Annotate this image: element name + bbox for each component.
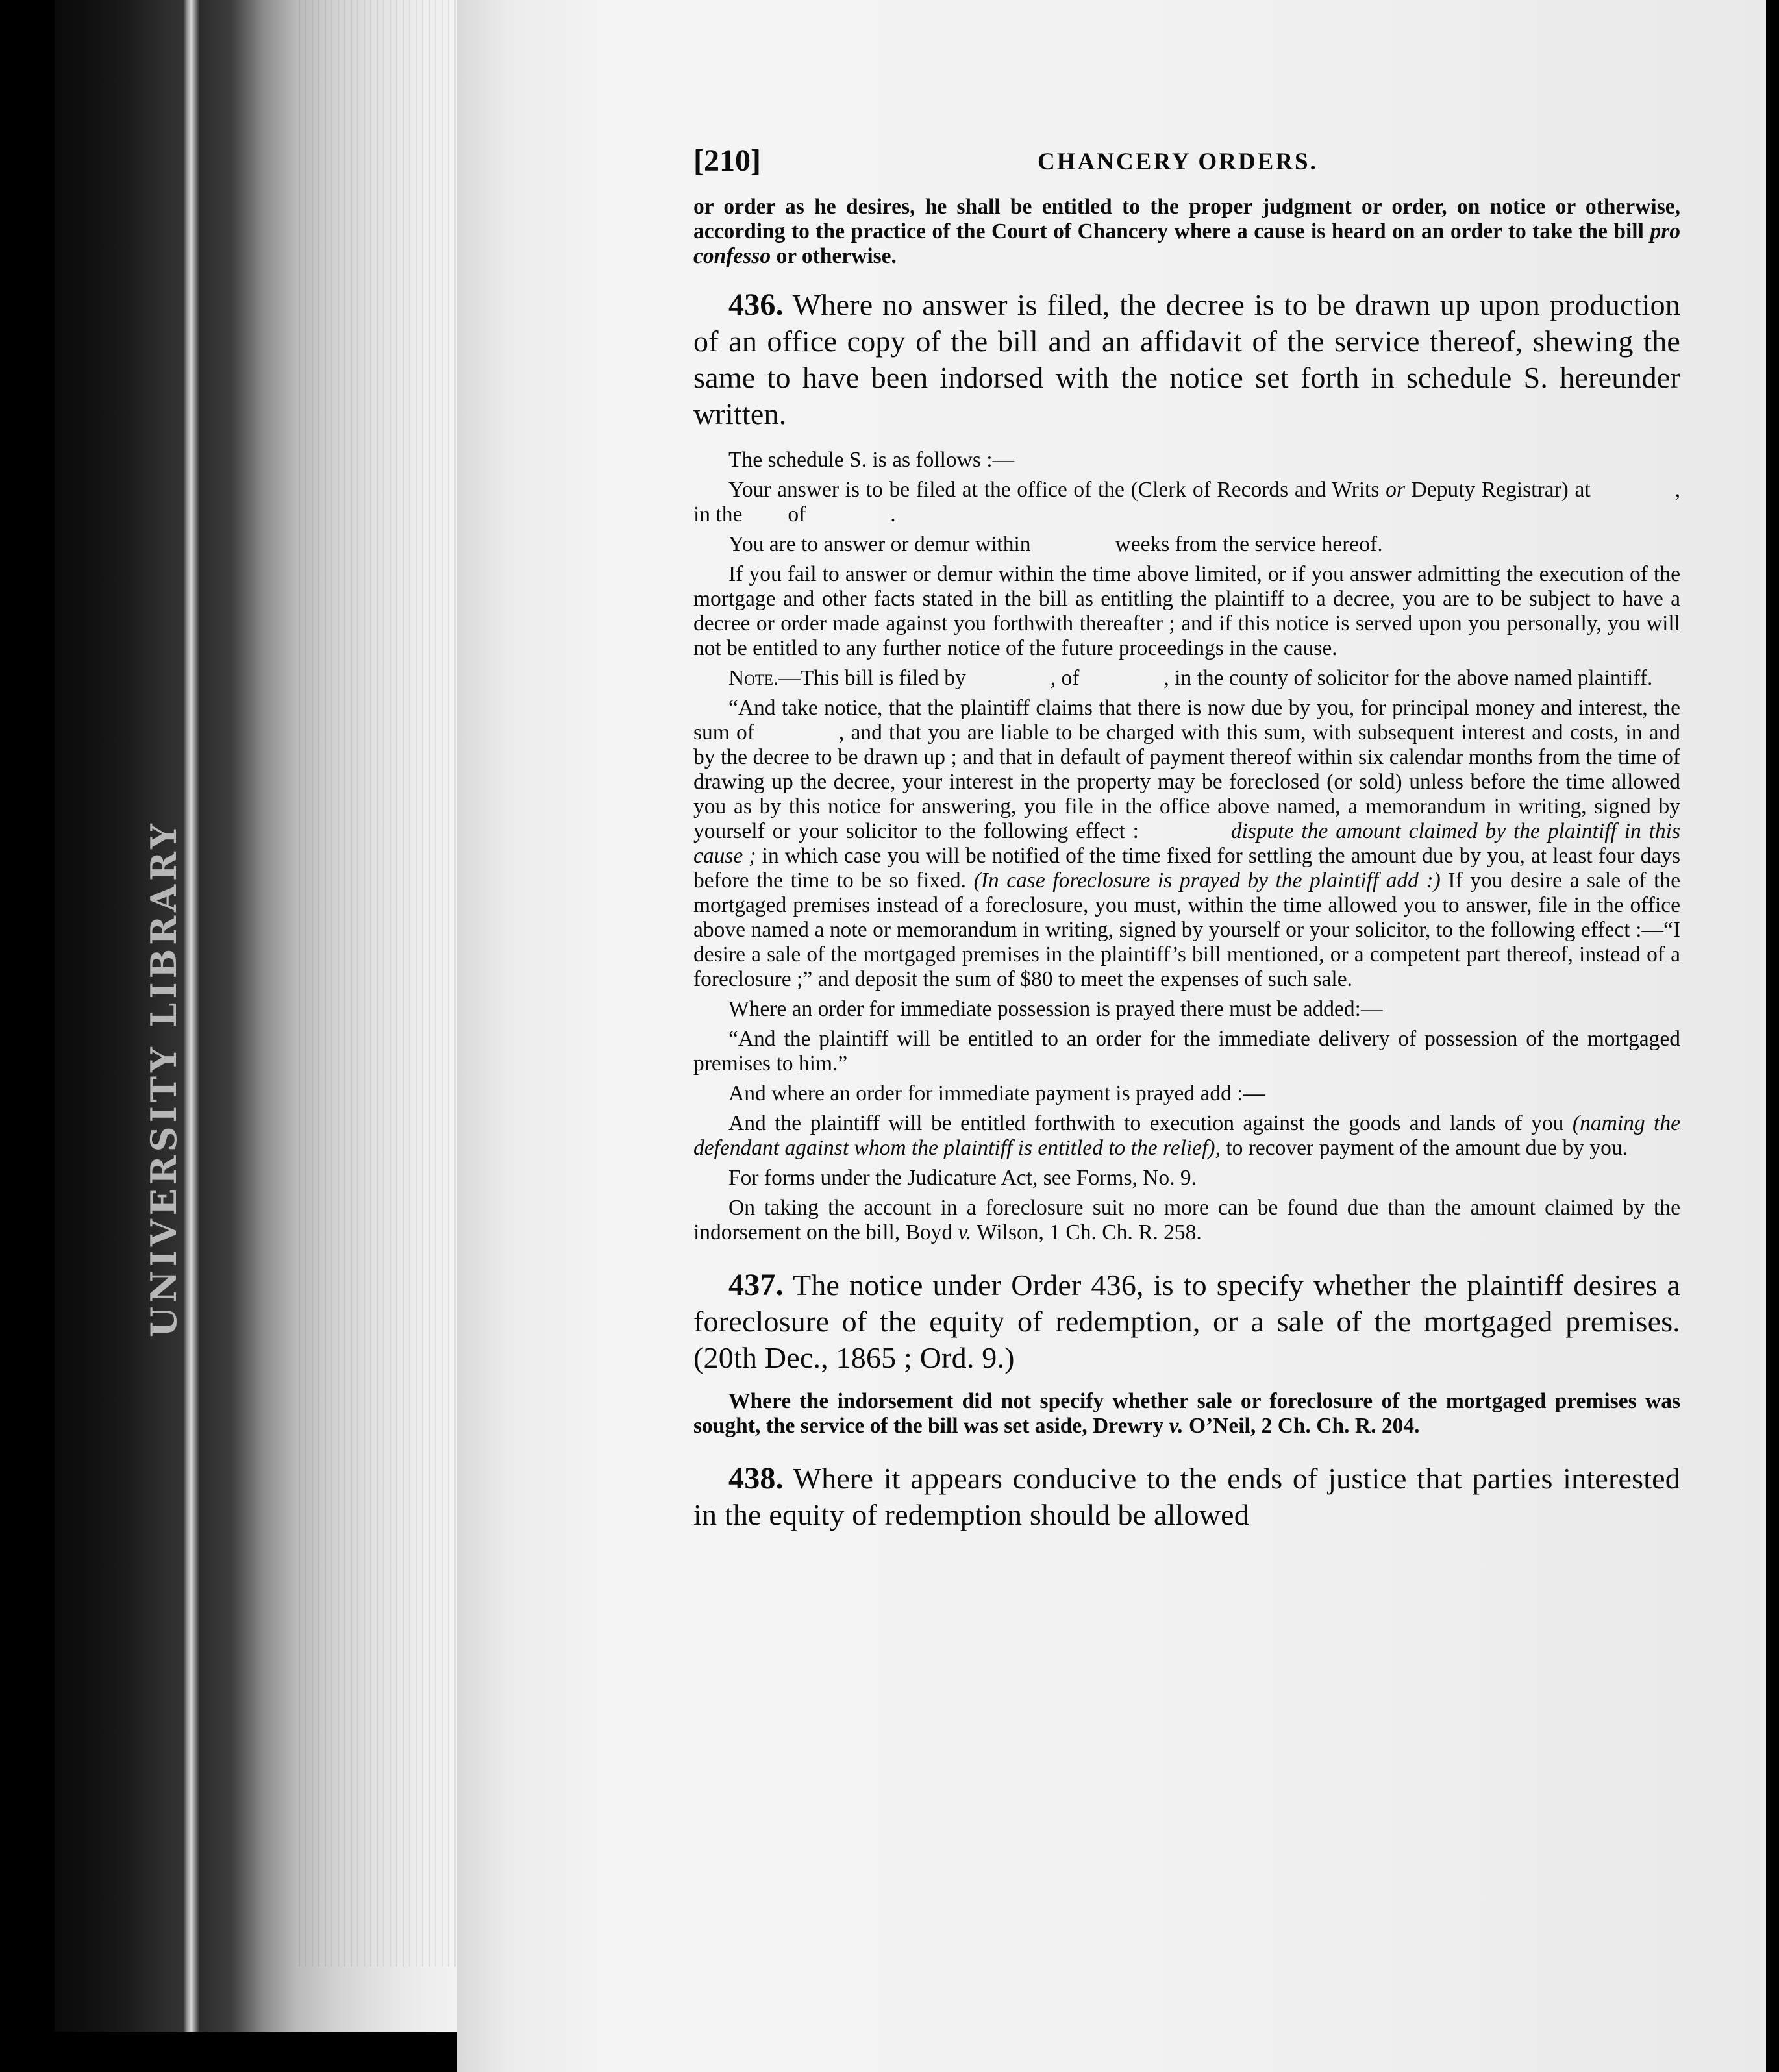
- payment-intro: And where an order for immediate payment is prayed add :—: [728, 1081, 1265, 1105]
- page-number: [210]: [693, 143, 761, 178]
- notice-paragraph: “And take notice, that the plaintiff claims that there is now due by you, for principal money and interest, the sum of , and that you are liable to be charged with this sum, with subsequent interest and costs, in and by the decree to be drawn up ; and that in default of payment thereof within six calendar months from the time of drawing up the decree, your interest in the property may be foreclosed (or sold) unless before the time allowed you as by this notice for answering, you file in the office above named, a memorandum in writing, signed by yourself or your solicitor to the following effect : dispute the amount claimed by the plaintiff in this cause ; in which case you will be notified of the time fixed for settling the amount due by you, at least four days before the time to be so fixed. (In case foreclosure is prayed by the plaintiff add :) If you desire a sale of the mortgaged premises instead of a foreclosure, you must, within the time allowed you to answer, file in the office above named a note or memorandum in writing, signed by yourself or your solicitor, to the following effect :—“I desire a sale of the mortgaged premises in the plaintiff’s bill mentioned, or a competent part thereof, instead of a foreclosure ;” and deposit the sum of $80 to meet the expenses of such sale.: [693, 696, 1681, 991]
- rule-text: The notice under Order 436, is to specify whether the plaintiff desires a foreclosure of the equity of redemption, or a sale of the mortgaged premises. (20th Dec., 1865 ; Ord. 9.): [693, 1268, 1680, 1374]
- page-edge-lines: [299, 0, 457, 1967]
- schedule-s: [693, 448, 1680, 1245]
- schedule-intro: The schedule S. is as follows :—: [728, 448, 1015, 472]
- schedule-paragraph-1: Your answer is to be filed at the office of the (Clerk of Records and Writs or Deputy Registrar) at , in the of .: [693, 478, 1681, 526]
- spine-stamp: UNIVERSITY LIBRARY: [143, 820, 184, 1337]
- rule-437: [693, 1267, 1680, 1376]
- payment-text: And the plaintiff will be entitled forthwith to execution against the goods and lands of you (naming the defendant against whom the plaintiff is entitled to the relief), to recover payment of the amount due by you.: [693, 1111, 1680, 1160]
- rule-438: [693, 1461, 1680, 1533]
- schedule-paragraph-3: If you fail to answer or demur within the time above limited, or if you answer admitting the execution of the mortgage and other facts stated in the bill as entitling the plaintiff to a decree, you are to be subject to have a decree or order made against you forthwith thereafter ; and if this notice is served upon you personally, you will not be entitled to any further notice of the future proceedings in the cause.: [693, 562, 1680, 660]
- rule-number: 437.: [728, 1268, 784, 1302]
- rule-number: 438.: [728, 1461, 784, 1496]
- continuation-paragraph: or order as he desires, he shall be entitled to the proper judgment or order, on notice or otherwise, according to the practice of the Court of Chancery where a cause is heard on an order to take the bill pro confesso or otherwise.: [693, 195, 1680, 268]
- page-content: [693, 143, 1680, 1533]
- boyd-note: On taking the account in a foreclosure suit no more can be found due than the amount claimed by the indorsement on the bill, Boyd v. Wilson, 1 Ch. Ch. R. 258.: [693, 1196, 1680, 1244]
- drewry-note: Where the indorsement did not specify whether sale or foreclosure of the mortgaged premises was sought, the service of the bill was set aside, Drewry v. O’Neil, 2 Ch. Ch. R. 204.: [693, 1389, 1680, 1438]
- possession-intro: Where an order for immediate possession is prayed there must be added:—: [728, 997, 1383, 1021]
- rule-text: Where it appears conducive to the ends of justice that parties interested in the equity of redemption should be allowed: [693, 1462, 1680, 1531]
- running-head: CHANCERY ORDERS.: [1038, 149, 1318, 175]
- rule-number: 436.: [728, 288, 784, 322]
- schedule-paragraph-2: You are to answer or demur within weeks from the service hereof.: [728, 532, 1383, 556]
- possession-text: “And the plaintiff will be entitled to an order for the immediate delivery of possession of the mortgaged premises to him.”: [693, 1027, 1680, 1076]
- schedule-note: Note.—This bill is filed by , of , in the county of solicitor for the above named plaintiff.: [728, 666, 1653, 690]
- forms-note: For forms under the Judicature Act, see Forms, No. 9.: [728, 1166, 1197, 1190]
- rule-text: Where no answer is filed, the decree is to be drawn up upon production of an office copy of the bill and an affidavit of the service thereof, shewing the same to have been indorsed with the notice set forth in schedule S. hereunder written.: [693, 288, 1680, 430]
- page-header: [693, 143, 1680, 195]
- rule-436: [693, 287, 1680, 432]
